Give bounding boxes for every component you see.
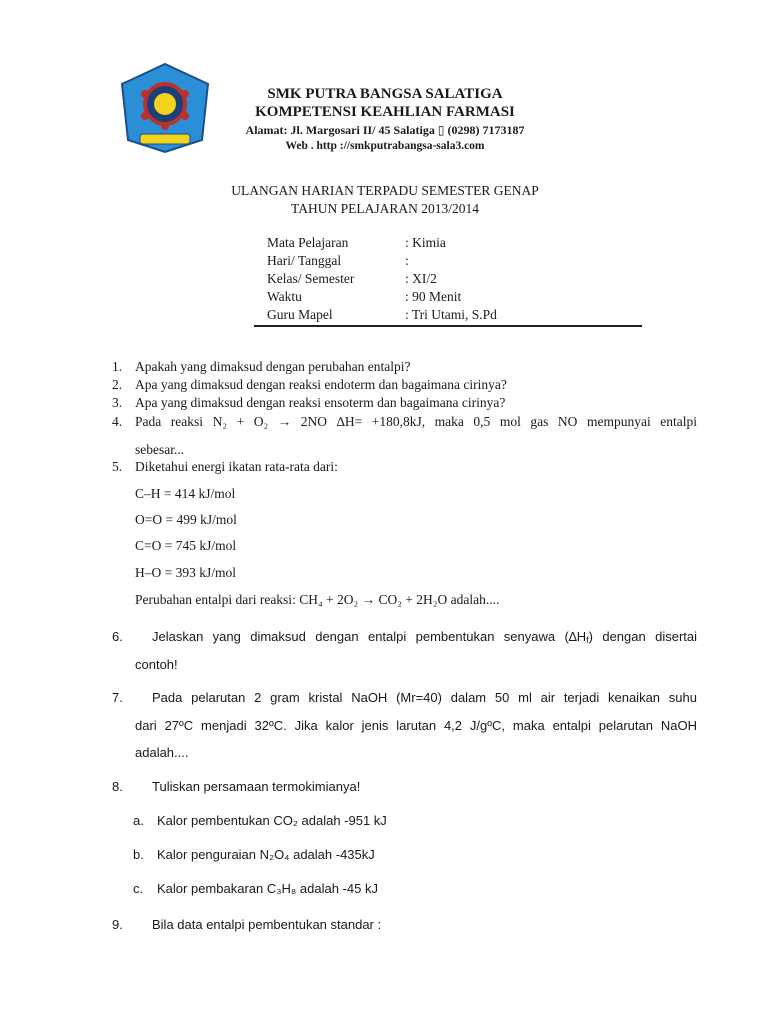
info-value: : Tri Utami, S.Pd bbox=[405, 307, 497, 322]
question-5-cont: Perubahan entalpi dari reaksi: CH₄ + 2O₂ → CO₂ + 2H₂O adalah.... bbox=[135, 592, 500, 607]
school-address: Alamat: Jl. Margosari II/ 45 Salatiga ▯ (0298) 7173187 bbox=[245, 123, 525, 137]
question-5: Diketahui energi ikatan rata-rata dari: bbox=[135, 459, 338, 474]
question-4-cont: sebesar... bbox=[135, 442, 185, 457]
question-4: Pada reaksi N₂ + O₂ → 2NO ∆H= +180,8kJ, maka 0,5 mol gas NO mempunyai entalpi bbox=[135, 414, 697, 429]
sub-item-letter: c. bbox=[133, 881, 144, 896]
question-number: 8. bbox=[112, 779, 123, 794]
question-6-cont: contoh! bbox=[135, 657, 178, 672]
school-website: Web . http ://smkputrabangsa-sala3.com bbox=[285, 140, 485, 152]
divider bbox=[254, 325, 642, 327]
question-1: Apakah yang dimaksud dengan perubahan entalpi? bbox=[135, 359, 411, 374]
question-number: 1. bbox=[112, 359, 123, 374]
question-2: Apa yang dimaksud dengan reaksi endoterm dan bagaimana cirinya? bbox=[135, 377, 507, 392]
info-value: : Kimia bbox=[405, 235, 446, 250]
program-name: KOMPETENSI KEAHLIAN FARMASI bbox=[255, 104, 515, 120]
bond-energy: H–O = 393 kJ/mol bbox=[135, 565, 236, 580]
info-label: Kelas/ Semester bbox=[267, 271, 355, 286]
question-6 bbox=[152, 628, 697, 649]
info-value: : 90 Menit bbox=[405, 289, 462, 304]
question-number: 7. bbox=[112, 690, 123, 705]
sub-item-letter: a. bbox=[133, 813, 144, 828]
exam-year: TAHUN PELAJARAN 2013/2014 bbox=[291, 201, 479, 216]
q6-sub: f bbox=[586, 635, 589, 645]
question-number: 5. bbox=[112, 459, 123, 474]
question-number: 4. bbox=[112, 414, 123, 429]
q6-text-a: Jelaskan yang dimaksud dengan entalpi pembentukan senyawa (∆H bbox=[152, 629, 587, 644]
sub-item-letter: b. bbox=[133, 847, 144, 862]
info-value: : bbox=[405, 253, 409, 268]
question-number: 9. bbox=[112, 917, 123, 932]
info-value: : XI/2 bbox=[405, 271, 437, 286]
question-9: Bila data entalpi pembentukan standar : bbox=[152, 917, 382, 932]
sub-item: Kalor penguraian N₂O₄ adalah -435kJ bbox=[157, 847, 375, 862]
school-logo bbox=[118, 62, 212, 154]
question-8: Tuliskan persamaan termokimianya! bbox=[152, 779, 361, 794]
info-label: Hari/ Tanggal bbox=[267, 253, 342, 268]
info-label: Mata Pelajaran bbox=[267, 235, 349, 250]
info-label: Guru Mapel bbox=[267, 307, 333, 322]
bond-energy: C=O = 745 kJ/mol bbox=[135, 538, 237, 553]
question-number: 2. bbox=[112, 377, 123, 392]
question-number: 6. bbox=[112, 629, 123, 644]
info-label: Waktu bbox=[267, 289, 302, 304]
question-7-cont: adalah.... bbox=[135, 745, 189, 760]
question-7: Pada pelarutan 2 gram kristal NaOH (Mr=40) dalam 50 ml air terjadi kenaikan suhu bbox=[152, 690, 697, 705]
sub-item: Kalor pembentukan CO₂ adalah -951 kJ bbox=[157, 813, 387, 828]
question-number: 3. bbox=[112, 395, 123, 410]
sub-item: Kalor pembakaran C₃H₈ adalah -45 kJ bbox=[157, 881, 378, 896]
question-7-cont: dari 27ºC menjadi 32ºC. Jika kalor jenis larutan 4,2 J/gºC, maka entalpi pelarutan NaOH bbox=[135, 718, 697, 733]
bond-energy: O=O = 499 kJ/mol bbox=[135, 512, 237, 527]
question-3: Apa yang dimaksud dengan reaksi ensoterm dan bagaimana cirinya? bbox=[135, 395, 506, 410]
bond-energy: C–H = 414 kJ/mol bbox=[135, 486, 236, 501]
q6-text-b: ) dengan disertai bbox=[588, 629, 697, 644]
exam-title: ULANGAN HARIAN TERPADU SEMESTER GENAP bbox=[231, 183, 539, 198]
school-name: SMK PUTRA BANGSA SALATIGA bbox=[267, 86, 503, 102]
